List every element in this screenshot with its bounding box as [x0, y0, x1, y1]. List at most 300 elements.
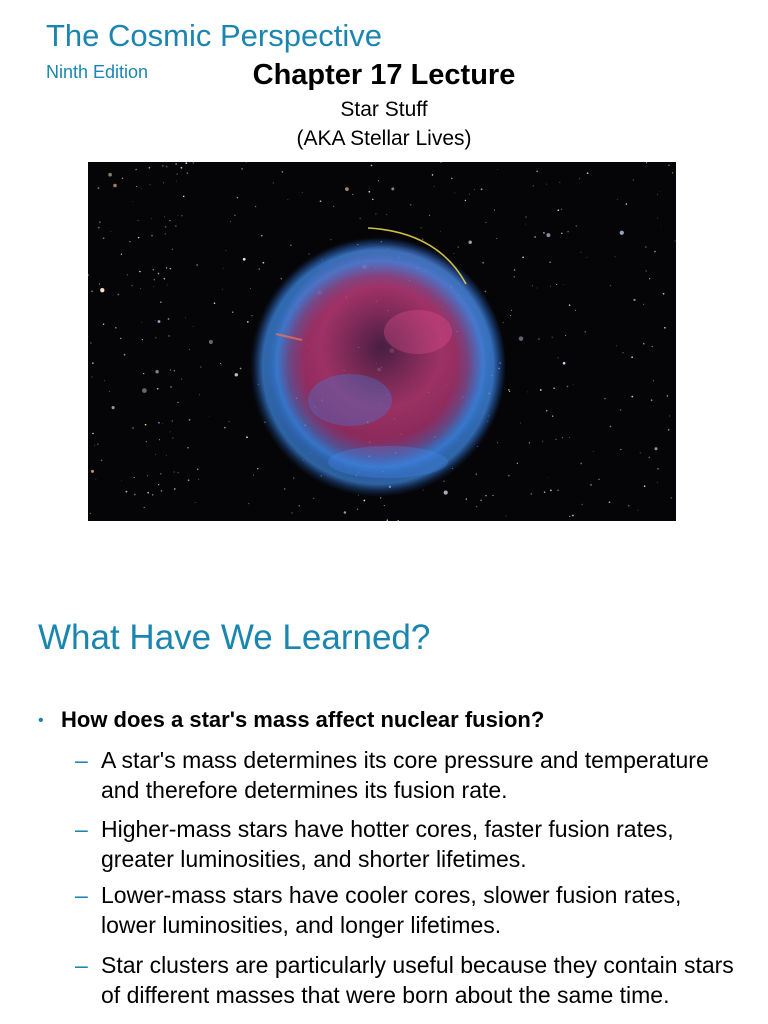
star-dot [255, 206, 256, 207]
star-dot [99, 283, 100, 284]
star-dot [480, 500, 481, 501]
star-dot [163, 182, 164, 183]
star-dot [368, 191, 370, 193]
star-dot [465, 200, 466, 201]
star-dot [98, 187, 100, 189]
star-dot [302, 192, 303, 193]
star-dot [154, 279, 155, 280]
star-dot [126, 491, 128, 493]
star-dot [157, 388, 159, 390]
star-dot [282, 171, 283, 172]
star-dot [172, 438, 173, 439]
star-dot [549, 261, 551, 263]
subtitle-star-stuff: Star Stuff [340, 98, 428, 121]
star-dot [609, 501, 611, 503]
star-dot [261, 235, 262, 236]
star-dot [352, 194, 353, 195]
star-dot [378, 180, 379, 181]
star-dot [320, 200, 322, 202]
star-dot [563, 362, 566, 365]
star-dot [371, 165, 373, 167]
star-dot [643, 343, 644, 344]
star-dot [451, 178, 452, 179]
star-dot [259, 269, 260, 270]
star-dot [569, 437, 570, 438]
star-dot [533, 185, 534, 186]
star-dot [165, 226, 167, 228]
star-dot [291, 512, 292, 513]
star-dot [122, 178, 123, 179]
star-dot [150, 184, 151, 185]
star-dot [482, 262, 484, 264]
star-dot [104, 380, 105, 381]
list-item [75, 950, 735, 1010]
star-dot [675, 240, 676, 241]
star-dot [620, 409, 621, 410]
star-dot [241, 168, 242, 169]
bullet-icon: • [38, 712, 44, 729]
star-dot [631, 356, 633, 358]
star-dot [663, 293, 665, 295]
star-dot [151, 235, 152, 236]
star-dot [508, 389, 510, 391]
star-dot [422, 239, 423, 240]
star-dot [142, 339, 143, 340]
star-dot [372, 199, 374, 201]
star-dot [101, 460, 103, 462]
star-dot [657, 482, 658, 483]
star-dot [97, 443, 98, 444]
star-dot [562, 437, 563, 438]
section-heading: What Have We Learned? [38, 618, 431, 657]
star-dot [90, 513, 91, 514]
star-dot [604, 398, 605, 399]
star-dot [196, 264, 197, 265]
star-dot [550, 286, 551, 287]
star-dot [444, 491, 448, 495]
star-dot [170, 386, 172, 388]
star-dot [444, 481, 445, 482]
star-dot [232, 312, 233, 313]
star-dot [576, 225, 577, 226]
star-dot [360, 218, 361, 219]
star-dot [384, 505, 385, 506]
star-dot [363, 500, 365, 502]
star-dot [253, 475, 254, 476]
star-dot [573, 384, 574, 385]
star-dot [492, 495, 493, 496]
star-dot [333, 206, 334, 207]
star-dot [579, 178, 580, 179]
star-dot [537, 288, 538, 289]
star-dot [199, 395, 200, 396]
star-dot [229, 421, 230, 422]
star-dot [496, 238, 497, 239]
star-dot [485, 495, 487, 497]
star-dot [197, 469, 198, 470]
star-dot [637, 510, 638, 511]
star-dot [375, 214, 376, 215]
star-dot [135, 169, 137, 171]
star-dot [569, 304, 571, 306]
star-dot [284, 488, 285, 489]
star-dot [166, 267, 167, 268]
star-dot [654, 251, 656, 253]
star-dot [273, 182, 274, 183]
star-dot [99, 221, 101, 223]
star-dot [154, 286, 155, 287]
star-dot [543, 232, 545, 234]
star-dot [668, 165, 669, 166]
star-dot [567, 386, 569, 388]
star-dot [220, 363, 221, 364]
star-dot [92, 362, 94, 364]
list-item [75, 745, 735, 805]
star-dot [598, 479, 599, 480]
star-dot [423, 490, 424, 491]
star-dot [127, 274, 128, 275]
star-dot [178, 472, 179, 473]
star-dot [532, 285, 533, 286]
star-dot [175, 226, 176, 227]
star-dot [225, 250, 226, 251]
star-dot [344, 511, 347, 514]
star-dot [183, 196, 185, 198]
star-dot [357, 509, 358, 510]
star-dot [503, 322, 504, 323]
star-dot [121, 254, 122, 255]
star-dot [293, 478, 294, 479]
star-dot [440, 231, 441, 232]
star-dot [628, 505, 630, 507]
star-dot [620, 231, 624, 235]
star-dot [124, 354, 126, 356]
star-dot [159, 439, 160, 440]
star-dot [380, 497, 381, 498]
star-dot [476, 473, 478, 475]
star-dot [198, 479, 199, 480]
star-dot [161, 490, 163, 492]
star-dot [476, 506, 477, 507]
star-dot [556, 439, 557, 440]
star-dot [169, 220, 170, 221]
star-dot [657, 468, 659, 470]
star-dot [222, 289, 223, 290]
star-dot [626, 203, 627, 204]
chapter-title: Chapter 17 Lecture [252, 59, 516, 91]
star-dot [149, 167, 151, 169]
star-dot [181, 215, 182, 216]
star-dot [517, 463, 518, 464]
star-dot [143, 373, 144, 374]
star-dot [92, 377, 93, 378]
star-dot [652, 346, 653, 347]
star-dot [96, 479, 97, 480]
star-dot [214, 303, 215, 304]
star-dot [145, 424, 147, 426]
star-dot [247, 321, 249, 323]
star-dot [582, 504, 583, 505]
star-dot [481, 188, 483, 190]
star-dot [540, 389, 542, 391]
star-dot [200, 366, 201, 367]
star-dot [92, 433, 93, 434]
star-dot [585, 331, 586, 332]
star-dot [132, 201, 133, 202]
star-dot [166, 166, 168, 168]
star-dot [164, 217, 165, 218]
star-dot [113, 184, 117, 188]
star-dot [181, 378, 182, 379]
star-dot [138, 237, 139, 238]
star-dot [248, 503, 249, 504]
star-dot [510, 315, 511, 316]
star-dot [94, 445, 95, 446]
star-dot [138, 220, 139, 221]
star-dot [657, 218, 658, 219]
list-item-text: Star clusters are particularly useful because they contain stars of different masses that were born about the same time. [101, 952, 734, 1008]
star-dot [185, 317, 186, 318]
star-dot [132, 285, 133, 286]
star-dot [527, 392, 528, 393]
star-dot [391, 187, 394, 190]
star-dot [497, 169, 498, 170]
star-dot [668, 429, 669, 430]
star-dot [174, 472, 175, 473]
star-dot [550, 490, 552, 492]
star-dot [530, 493, 532, 495]
star-dot [103, 237, 105, 239]
star-dot [558, 357, 559, 358]
star-dot [151, 218, 152, 219]
star-dot [103, 323, 104, 324]
star-dot [240, 368, 242, 370]
star-dot [90, 343, 91, 344]
star-dot [664, 327, 666, 329]
star-dot [118, 294, 120, 296]
star-dot [511, 310, 512, 311]
star-dot [645, 246, 646, 247]
star-dot [164, 278, 166, 280]
star-dot [669, 415, 670, 416]
star-dot [330, 239, 331, 240]
star-dot [112, 406, 115, 409]
star-dot [525, 224, 526, 225]
star-dot [646, 270, 647, 271]
star-dot [134, 477, 135, 478]
star-dot [136, 186, 137, 187]
star-dot [643, 304, 644, 305]
dash-icon: – [75, 882, 88, 908]
star-dot [287, 199, 288, 200]
star-dot [187, 447, 188, 448]
star-dot [111, 231, 112, 232]
star-dot [177, 402, 178, 403]
star-dot [175, 163, 176, 164]
star-dot [170, 369, 171, 370]
supernova-remnant-image [88, 162, 676, 521]
star-dot [158, 484, 159, 485]
star-dot [166, 455, 167, 456]
star-dot [534, 236, 535, 237]
star-dot [458, 246, 459, 247]
star-dot [593, 451, 594, 452]
star-dot [155, 320, 156, 321]
star-dot [139, 271, 140, 272]
star-dot [546, 233, 550, 237]
star-dot [237, 197, 239, 199]
star-dot [581, 252, 582, 253]
star-dot [546, 410, 547, 411]
star-dot [146, 441, 147, 442]
star-dot [655, 447, 658, 450]
star-dot [556, 284, 557, 285]
star-dot [155, 337, 156, 338]
star-dot [185, 162, 187, 164]
star-dot [671, 497, 672, 498]
list-item-text: Lower-mass stars have cooler cores, slower fusion rates, lower luminosities, and longer lifetimes. [101, 882, 682, 938]
star-dot [91, 470, 94, 473]
star-dot [165, 233, 166, 234]
star-dot [246, 162, 247, 163]
star-dot [651, 399, 653, 401]
star-dot [633, 299, 635, 301]
star-dot [657, 194, 658, 195]
star-dot [646, 162, 647, 163]
star-dot [257, 468, 258, 469]
star-dot [158, 320, 161, 323]
star-dot [466, 498, 467, 499]
star-dot [174, 370, 175, 371]
star-dot [631, 396, 633, 398]
star-dot [640, 452, 641, 453]
star-dot [140, 288, 141, 289]
star-dot [649, 278, 650, 279]
star-dot [561, 233, 562, 234]
star-dot [189, 349, 190, 350]
star-dot [454, 253, 455, 254]
star-dot [552, 337, 553, 338]
star-dot [610, 285, 611, 286]
star-dot [160, 473, 161, 474]
star-dot [661, 225, 662, 226]
star-dot [299, 505, 300, 506]
star-dot [474, 189, 475, 190]
star-dot [162, 165, 163, 166]
star-dot [633, 180, 634, 181]
star-dot [174, 488, 175, 489]
star-dot [172, 420, 174, 422]
star-dot [223, 268, 224, 269]
dash-icon: – [75, 747, 88, 773]
star-dot [230, 221, 231, 222]
star-dot [434, 186, 435, 187]
star-dot [653, 380, 654, 381]
star-dot [548, 477, 549, 478]
dash-icon: – [75, 816, 88, 842]
star-dot [561, 209, 562, 210]
star-dot [209, 416, 210, 417]
star-dot [587, 172, 589, 174]
star-dot [155, 370, 158, 373]
star-dot [387, 519, 389, 521]
star-dot [544, 491, 546, 493]
star-dot [649, 457, 650, 458]
star-dot [246, 436, 248, 438]
star-dot [552, 415, 553, 416]
list-item [75, 880, 735, 940]
star-dot [98, 227, 100, 229]
star-dot [132, 427, 133, 428]
star-dot [569, 516, 570, 517]
star-dot [644, 485, 646, 487]
star-dot [432, 174, 434, 176]
star-dot [120, 338, 121, 339]
star-dot [469, 194, 470, 195]
star-dot [519, 336, 524, 341]
star-dot [209, 340, 213, 344]
star-dot [587, 257, 588, 258]
star-dot [529, 442, 530, 443]
star-dot [250, 288, 251, 289]
star-dot [188, 479, 190, 481]
star-dot [590, 484, 592, 486]
star-dot [386, 214, 387, 215]
star-dot [309, 254, 310, 255]
star-dot [546, 184, 547, 185]
star-dot [508, 475, 509, 476]
star-dot [193, 326, 194, 327]
star-dot [153, 269, 154, 270]
star-dot [170, 432, 171, 433]
star-dot [514, 269, 516, 271]
star-dot [187, 172, 189, 174]
star-dot [536, 171, 537, 172]
star-dot [672, 172, 673, 173]
star-dot [542, 441, 543, 442]
star-dot [313, 498, 314, 499]
star-dot [567, 231, 569, 233]
star-dot [169, 335, 170, 336]
star-dot [108, 173, 112, 177]
star-dot [520, 423, 521, 424]
star-dot [497, 442, 498, 443]
star-dot [134, 494, 136, 496]
star-dot [615, 257, 616, 258]
star-dot [560, 182, 561, 183]
star-dot [235, 373, 238, 376]
star-dot [667, 395, 669, 397]
star-dot [522, 257, 524, 259]
star-dot [152, 494, 153, 495]
star-dot [616, 346, 617, 347]
star-dot [144, 507, 145, 508]
star-dot [170, 268, 171, 269]
star-dot [189, 419, 191, 421]
star-dot [162, 423, 163, 424]
star-dot [92, 291, 93, 292]
star-dot [221, 365, 222, 366]
star-dot [509, 391, 510, 392]
star-dot [147, 492, 149, 494]
star-dot [142, 388, 147, 393]
star-dot [100, 288, 104, 292]
star-dot [557, 209, 559, 211]
star-dot [468, 240, 472, 244]
star-dot [429, 215, 430, 216]
star-dot [620, 449, 621, 450]
star-dot [538, 338, 539, 339]
